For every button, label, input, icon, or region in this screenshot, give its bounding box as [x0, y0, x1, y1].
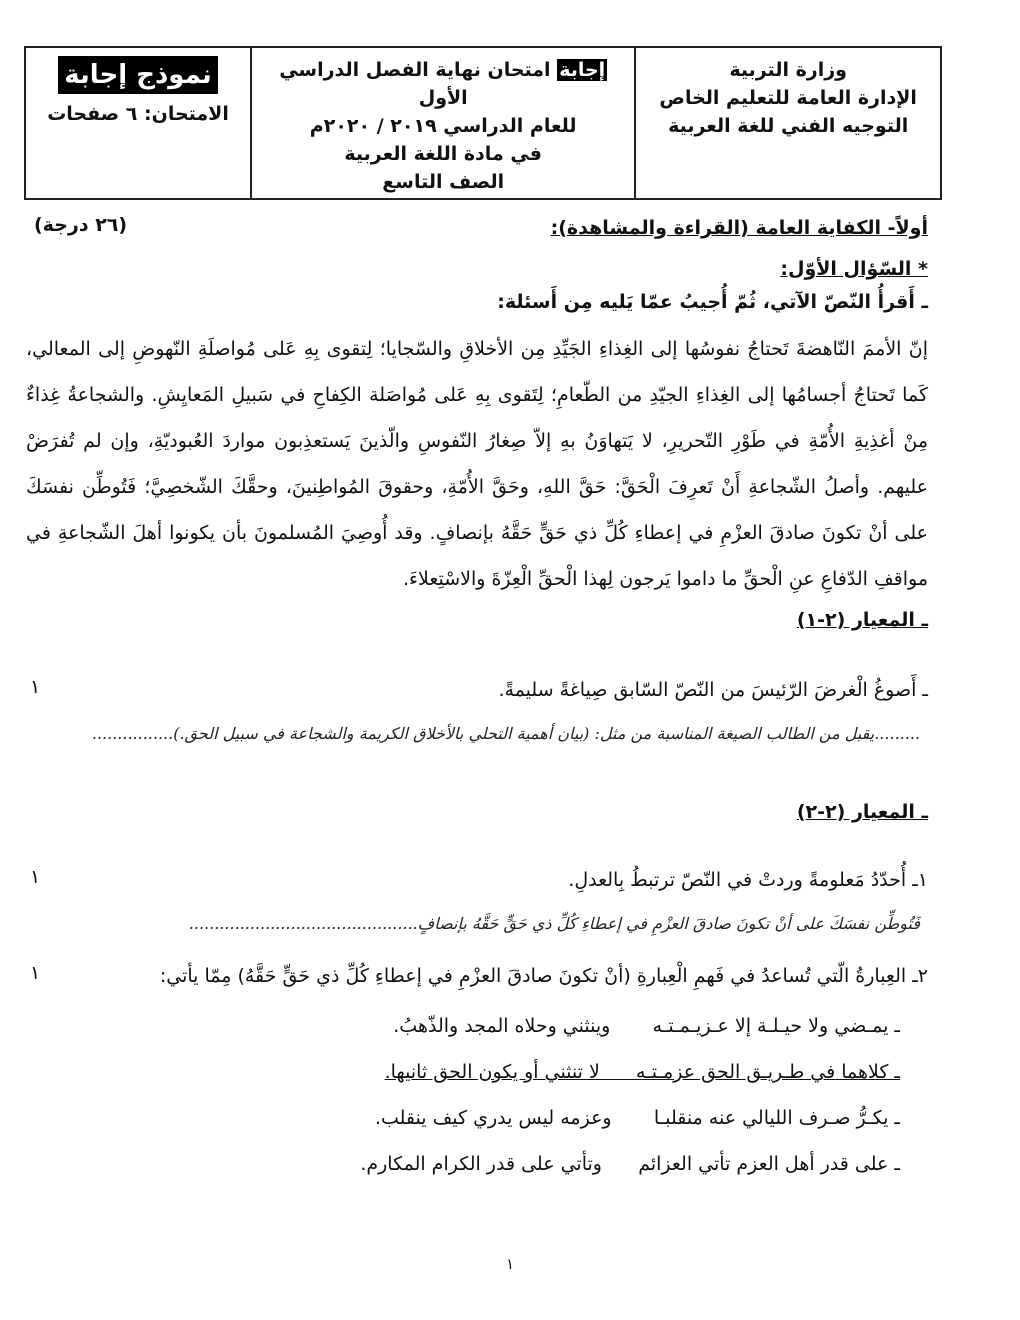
page-number: ١ — [505, 1255, 515, 1273]
exam-subject: في مادة اللغة العربية — [344, 143, 542, 165]
option-verse-1: ـ يمـضي ولا حيـلـة إلا عـزيـمـتـه وينثني وحلاه المجد والذّهبُ. — [393, 1015, 900, 1037]
exam-cell — [250, 48, 634, 198]
criterion-2-2-q2-score: ١ — [30, 962, 41, 984]
exam-title — [266, 56, 620, 112]
criterion-2-2-label: ـ المعيار (٢-٢) — [796, 801, 928, 823]
criterion-2-2-q1-score: ١ — [30, 866, 41, 888]
answer-highlight: إجابة — [559, 59, 606, 81]
exam-grade: الصف التاسع — [382, 171, 505, 193]
criterion-2-1-question: ـ أَصوغُ الْغرضَ الرّئيسَ من النّصّ السّابق صِياغةً سليمةً. — [498, 679, 928, 701]
option-verse-2-correct: ـ كلاهما في طـريـق الحق عزمـتـه لا تنثني أو يكون الحق ثانيها. — [384, 1061, 900, 1083]
criterion-2-1-score: ١ — [30, 676, 41, 698]
ministry-line-3: التوجيه الفني للغة العربية — [668, 115, 909, 137]
ministry-line-1: وزارة التربية — [729, 59, 847, 81]
section-grade: (٢٦ درجة) — [34, 214, 128, 236]
answer-text: فَتُوطِّن نفسَكَ على أنْ تكونَ صادقَ العزْمِ في إعطاءِ كُلِّ ذي حَقٍّ حَقَّهُ بإنصافٍ — [417, 914, 920, 933]
criterion-2-1-answer — [76, 724, 920, 743]
ministry-line-2: الإدارة العامة للتعليم الخاص — [659, 87, 917, 109]
exam-title-rest: امتحان نهاية الفصل الدراسي الأول — [279, 59, 558, 109]
question-instruction: ـ أَقرأُ النّصّ الآتي، ثُمّ أُجيبُ عمّا يَليه مِن أَسئلة: — [497, 291, 928, 313]
criterion-2-2-q2: ٢ـ العِبارةُ الّتي تُساعدُ في فَهمِ الْعِبارةِ (أنْ تكونَ صادقَ العزْمِ في إعطاءِ كُلِّ ذي حَقٍّ حَقَّهُ) مِمّا يأتي: — [159, 965, 928, 987]
dots-leader: ......... — [874, 724, 920, 743]
option-verse-3: ـ يكـرُّ صـرف الليالي عنه منقلبـا وعزمه ليس يدري كيف ينقلب. — [374, 1107, 900, 1129]
section-title: أولاً- الكفاية العامة (القراءة والمشاهدة): — [550, 217, 928, 239]
model-answer-title: نموذج إجابة — [58, 56, 218, 94]
criterion-2-2-q1-answer — [76, 914, 920, 933]
criterion-2-1-label: ـ المعيار (٢-١) — [796, 609, 928, 631]
dots-trailer: ............................................. — [188, 914, 418, 933]
question-label: * السّؤال الأوّل: — [780, 258, 928, 280]
reading-passage: إنّ الأممَ النّاهضةَ تَحتاجُ نفوسُها إلى الغِذاءِ الجَيِّدِ مِن الأخلاقِ والسّجايا؛ لِتقوى بِهِ عَلى مُواصلَةِ النّهوضِ إلى المعالي، كَما تَحتاجُ أجسامُها إلى الغِذاءِ الجيّدِ من الطّعامِ؛ لِتَقوى بِهِ عَلى مُواصَلة الكِفاحِ في سَبيلِ المَعايِشِ. والشجاعةُ غِذاءٌ مِنْ أغذِيةِ الأُمّةِ في طَوْرِ التّحريرِ، لا يَتهاوَنُ بهِ إلاّ صِغارُ النّفوسِ والّذينَ يَستعذِبون مواردَ العُبوديّةِ، وإن لم تُفرَضْ عليهم. وأصلُ الشّجاعةِ أَنْ تَعرِفَ الْحَقَّ: حَقَّ اللهِ، وحَقَّ الأُمّةِ، وحقوقَ المُواطِنينَ، وحقَّكَ الشّخصِيَّ؛ فَتُوطِّن نفسَكَ على أنْ تكونَ صادقَ العزْمِ في إعطاءِ كُلِّ ذي حَقٍّ حَقَّهُ بإنصافٍ. وقد أُوصِيَ المُسلمونَ بأن يكونوا أهلَ الشّجاعةِ في مواقفِ الدّفاعِ عنِ الْحقِّ ما داموا يَرجون لِهذا الْحقِّ الْعِزّةَ والاسْتِعلاءَ. — [26, 338, 928, 590]
ministry-cell — [634, 48, 940, 198]
header-table — [24, 46, 942, 200]
model-cell — [26, 48, 250, 198]
dots-trailer: ................ — [91, 724, 174, 743]
answer-text: يقبل من الطالب الصيغة المناسبة من مثل: (بيان أهمية التحلي بالأخلاق الكريمة والشجاعة في سبيل الحق.) — [173, 724, 875, 743]
exam-year: للعام الدراسي ٢٠١٩ / ٢٠٢٠م — [309, 115, 577, 137]
criterion-2-2-q1: ١ـ أُحدّدُ مَعلومةً وردتْ في النّصّ ترتبطُ بِالعدلِ. — [568, 869, 928, 891]
option-verse-4: ـ على قدر أهل العزم تأتي العزائم وتأتي على قدر الكرام المكارم. — [360, 1153, 900, 1175]
exam-page-count: الامتحان: ٦ صفحات — [47, 103, 229, 125]
